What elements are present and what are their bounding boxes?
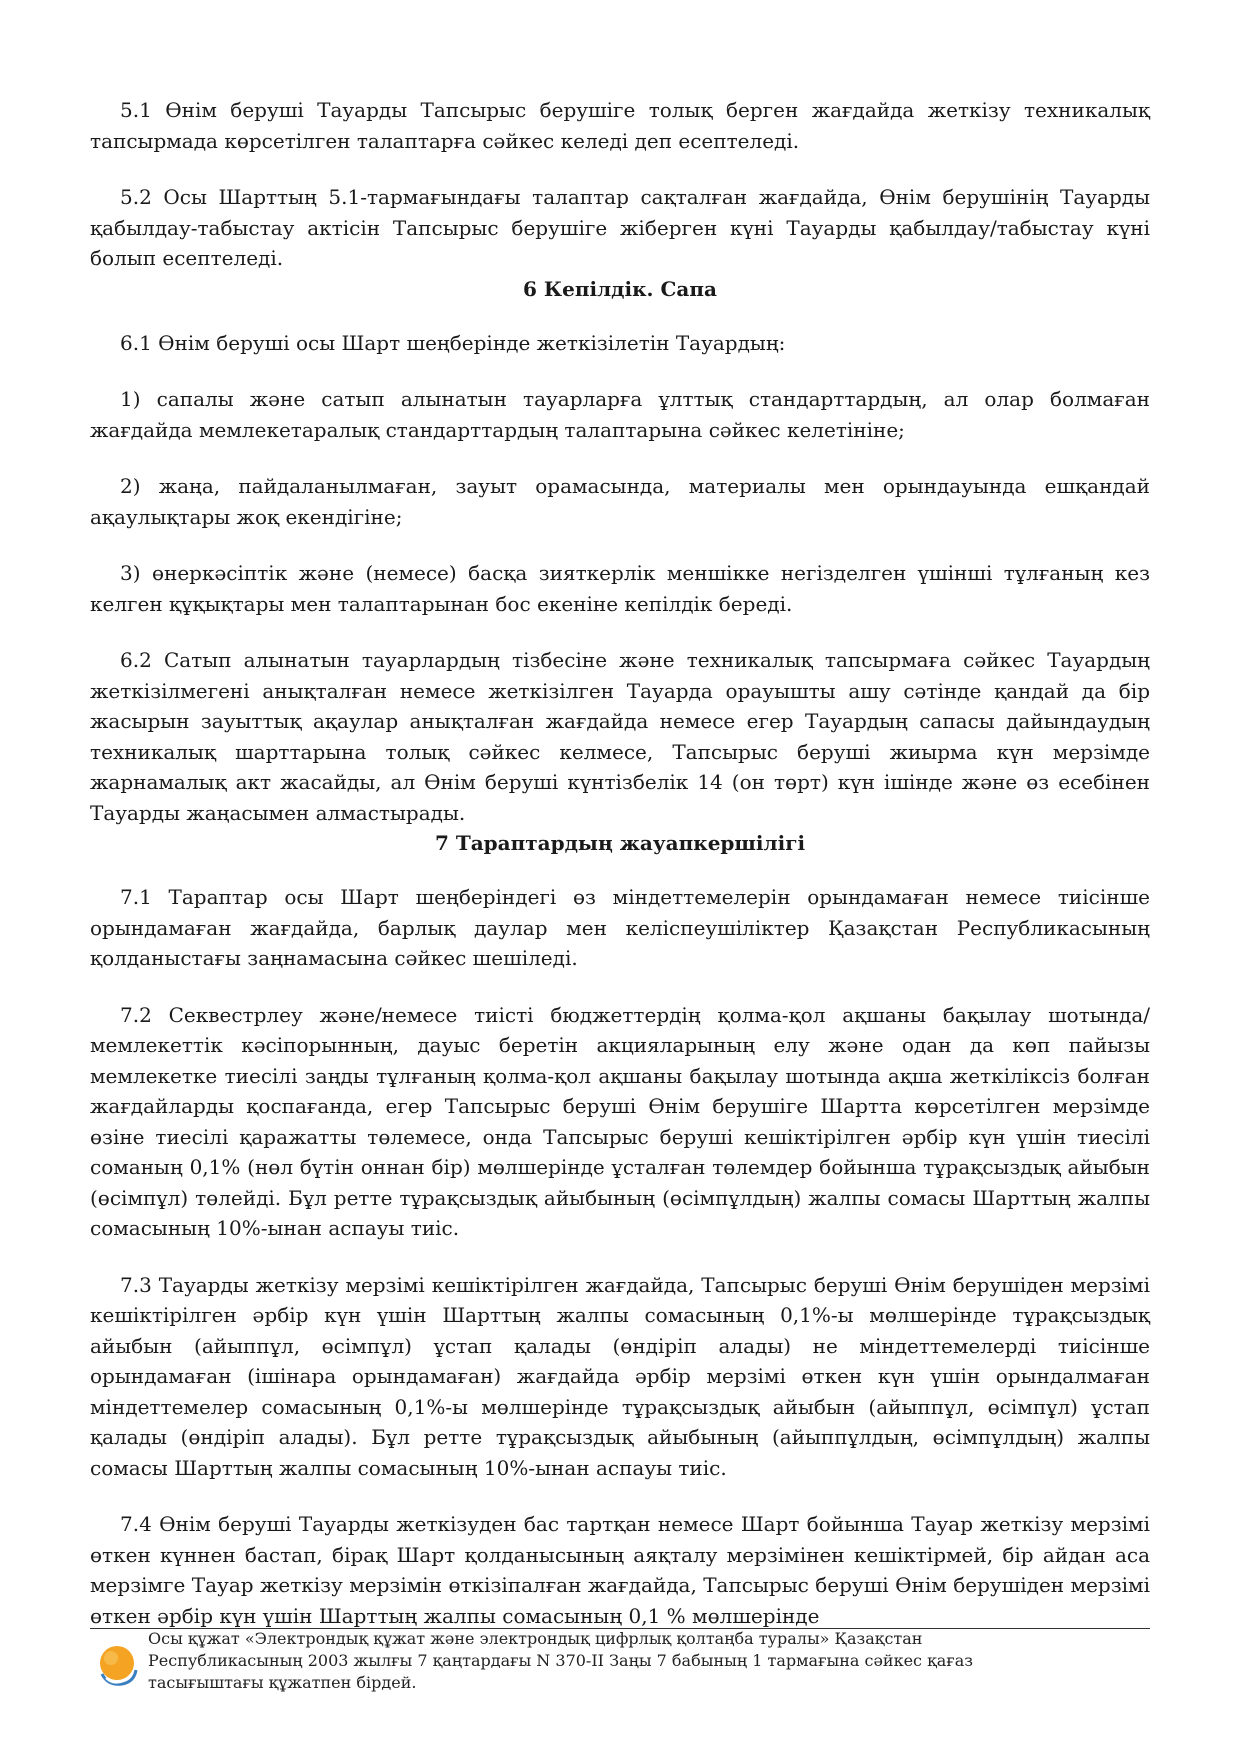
paragraph-7-1: 7.1 Тараптар осы Шарт шеңберіндегі өз міндеттемелерін орындамаған немесе тиісінше орындамаған жағдайда, барлық даулар мен келіспеушіліктер Қазақстан Республикасының қолданыстағы заңнамасына сәйкес шешіледі. [90,885,1150,970]
paragraph-7-4: 7.4 Өнім беруші Тауарды жеткізуден бас тартқан немесе Шарт бойынша Тауар жеткізу мерзімі өткен күннен бастап, бірақ Шарт қолданысының аяқталу мерзімінен кешіктірмей, бір айдан аса мерзімге Тауар жеткізу мерзімін өткізіпалған жағдайда, Тапсырыс беруші Өнім берушіден мерзімі өткен әрбір күн үшін Шарттың жалпы сомасының 0,1 % мөлшерінде [90,1512,1150,1628]
section-7-heading: 7 Тараптардың жауапкершілігі [434,831,806,855]
paragraph-6-1-item-2: 2) жаңа, пайдаланылмаған, зауыт орамасында, материалы мен орындауында ешқандай ақаулықтары жоқ екендігіне; [90,474,1150,529]
egov-logo-icon [94,1642,140,1688]
paragraph-5-1: 5.1 Өнім беруші Тауарды Тапсырыс берушіге толық берген жағдайда жеткізу техникалық тапсырмада көрсетілген талаптарға сәйкес келеді деп есептеледі. [90,98,1150,153]
page-footer [90,1628,1150,1728]
paragraph-6-1-item-1: 1) сапалы және сатып алынатын тауарларға ұлттық стандарттардың, ал олар болмаған жағдайда мемлекетаралық стандарттардың талаптарына сәйкес келетініне; [90,387,1150,442]
footer-legal-notice: Осы құжат «Электрондық құжат және электрондық цифрлық қолтаңба туралы» Қазақстан Республикасының 2003 жылғы 7 қаңтардағы N 370-II Заңы 7 бабының 1 тармағына сәйкес қағаз тасығыштағы құжатпен бірдей. [148,1629,973,1692]
paragraph-5-2: 5.2 Осы Шарттың 5.1-тармағындағы талаптар сақталған жағдайда, Өнім берушінің Тауарды қабылдау-табыстау актісін Тапсырыс берушіге жіберген күні Тауарды қабылдау/табыстау күні болып есептеледі. [90,185,1150,270]
paragraph-7-3: 7.3 Тауарды жеткізу мерзімі кешіктірілген жағдайда, Тапсырыс беруші Өнім берушіден мерзімі кешіктірілген әрбір күн үшін Шарттың жалпы сомасының 0,1%-ы мөлшерінде тұрақсыздық айыбын (айыппұл, өсімпұл) ұстап қалады (өндіріп алады) не міндеттемелерді тиісінше орындамаған (ішінара орындамаған) жағдайда әрбір мерзімі өткен күн үшін орындалмаған міндеттемелер сомасының 0,1%-ы мөлшерінде тұрақсыздық айыбын (айыппұл, өсімпұл) ұстап қалады (өндіріп алады). Бұл ретте тұрақсыздық айыбының (айыппұлдың, өсімпұлдың) жалпы сомасы Шарттың жалпы сомасының 10%-ынан аспауы тиіс. [90,1272,1150,1480]
paragraph-7-2: 7.2 Секвестрлеу және/немесе тиісті бюджеттердің қолма-қол ақшаны бақылау шотында/мемлекеттік кәсіпорынның, дауыс беретін акцияларының елу және одан да көп пайызы мемлекетке тиесілі заңды тұлғаның қолма-қол ақшаны бақылау шотында ақша жеткіліксіз болған жағдайларды қоспағанда, егер Тапсырыс беруші Өнім берушіге Шартта көрсетілген мерзімде өзіне тиесілі қаражатты төлемесе, онда Тапсырыс беруші кешіктірілген әрбір күн үшін тиесілі соманың 0,1% (нөл бүтін оннан бір) мөлшерінде ұсталған төлемдер бойынша тұрақсыздық айыбын (өсімпұл) төлейді. Бұл ретте тұрақсыздық айыбының (өсімпұлдың) жалпы сомасы Шарттың жалпы сомасының 10%-ынан аспауы тиіс. [90,1002,1150,1240]
paragraph-6-1: 6.1 Өнім беруші осы Шарт шеңберінде жеткізілетін Тауардың: [120,330,786,355]
document-body [90,95,1150,1631]
paragraph-6-1-item-3: 3) өнеркәсіптік және (немесе) басқа зияткерлік меншікке негізделген үшінші тұлғаның кез келген құқықтары мен талаптарынан бос екеніне кепілдік береді. [90,561,1150,616]
paragraph-6-2: 6.2 Сатып алынатын тауарлардың тізбесіне және техникалық тапсырмаға сәйкес Тауардың жеткізілмегені анықталған немесе жеткізілген Тауарда орауышты ашу сәтінде қандай да бір жасырын зауыттық ақаулар анықталған жағдайда немесе егер Тауардың сапасы дайындаудың техникалық шарттарына толық сәйкес келмесе, Тапсырыс беруші жиырма күн мерзімде жарнамалық акт жасайды, ал Өнім беруші күнтізбелік 14 (он төрт) күн ішінде және өз есебінен Тауарды жаңасымен алмастырады. [90,648,1150,825]
section-6-heading: 6 Кепілдік. Сапа [523,276,717,301]
